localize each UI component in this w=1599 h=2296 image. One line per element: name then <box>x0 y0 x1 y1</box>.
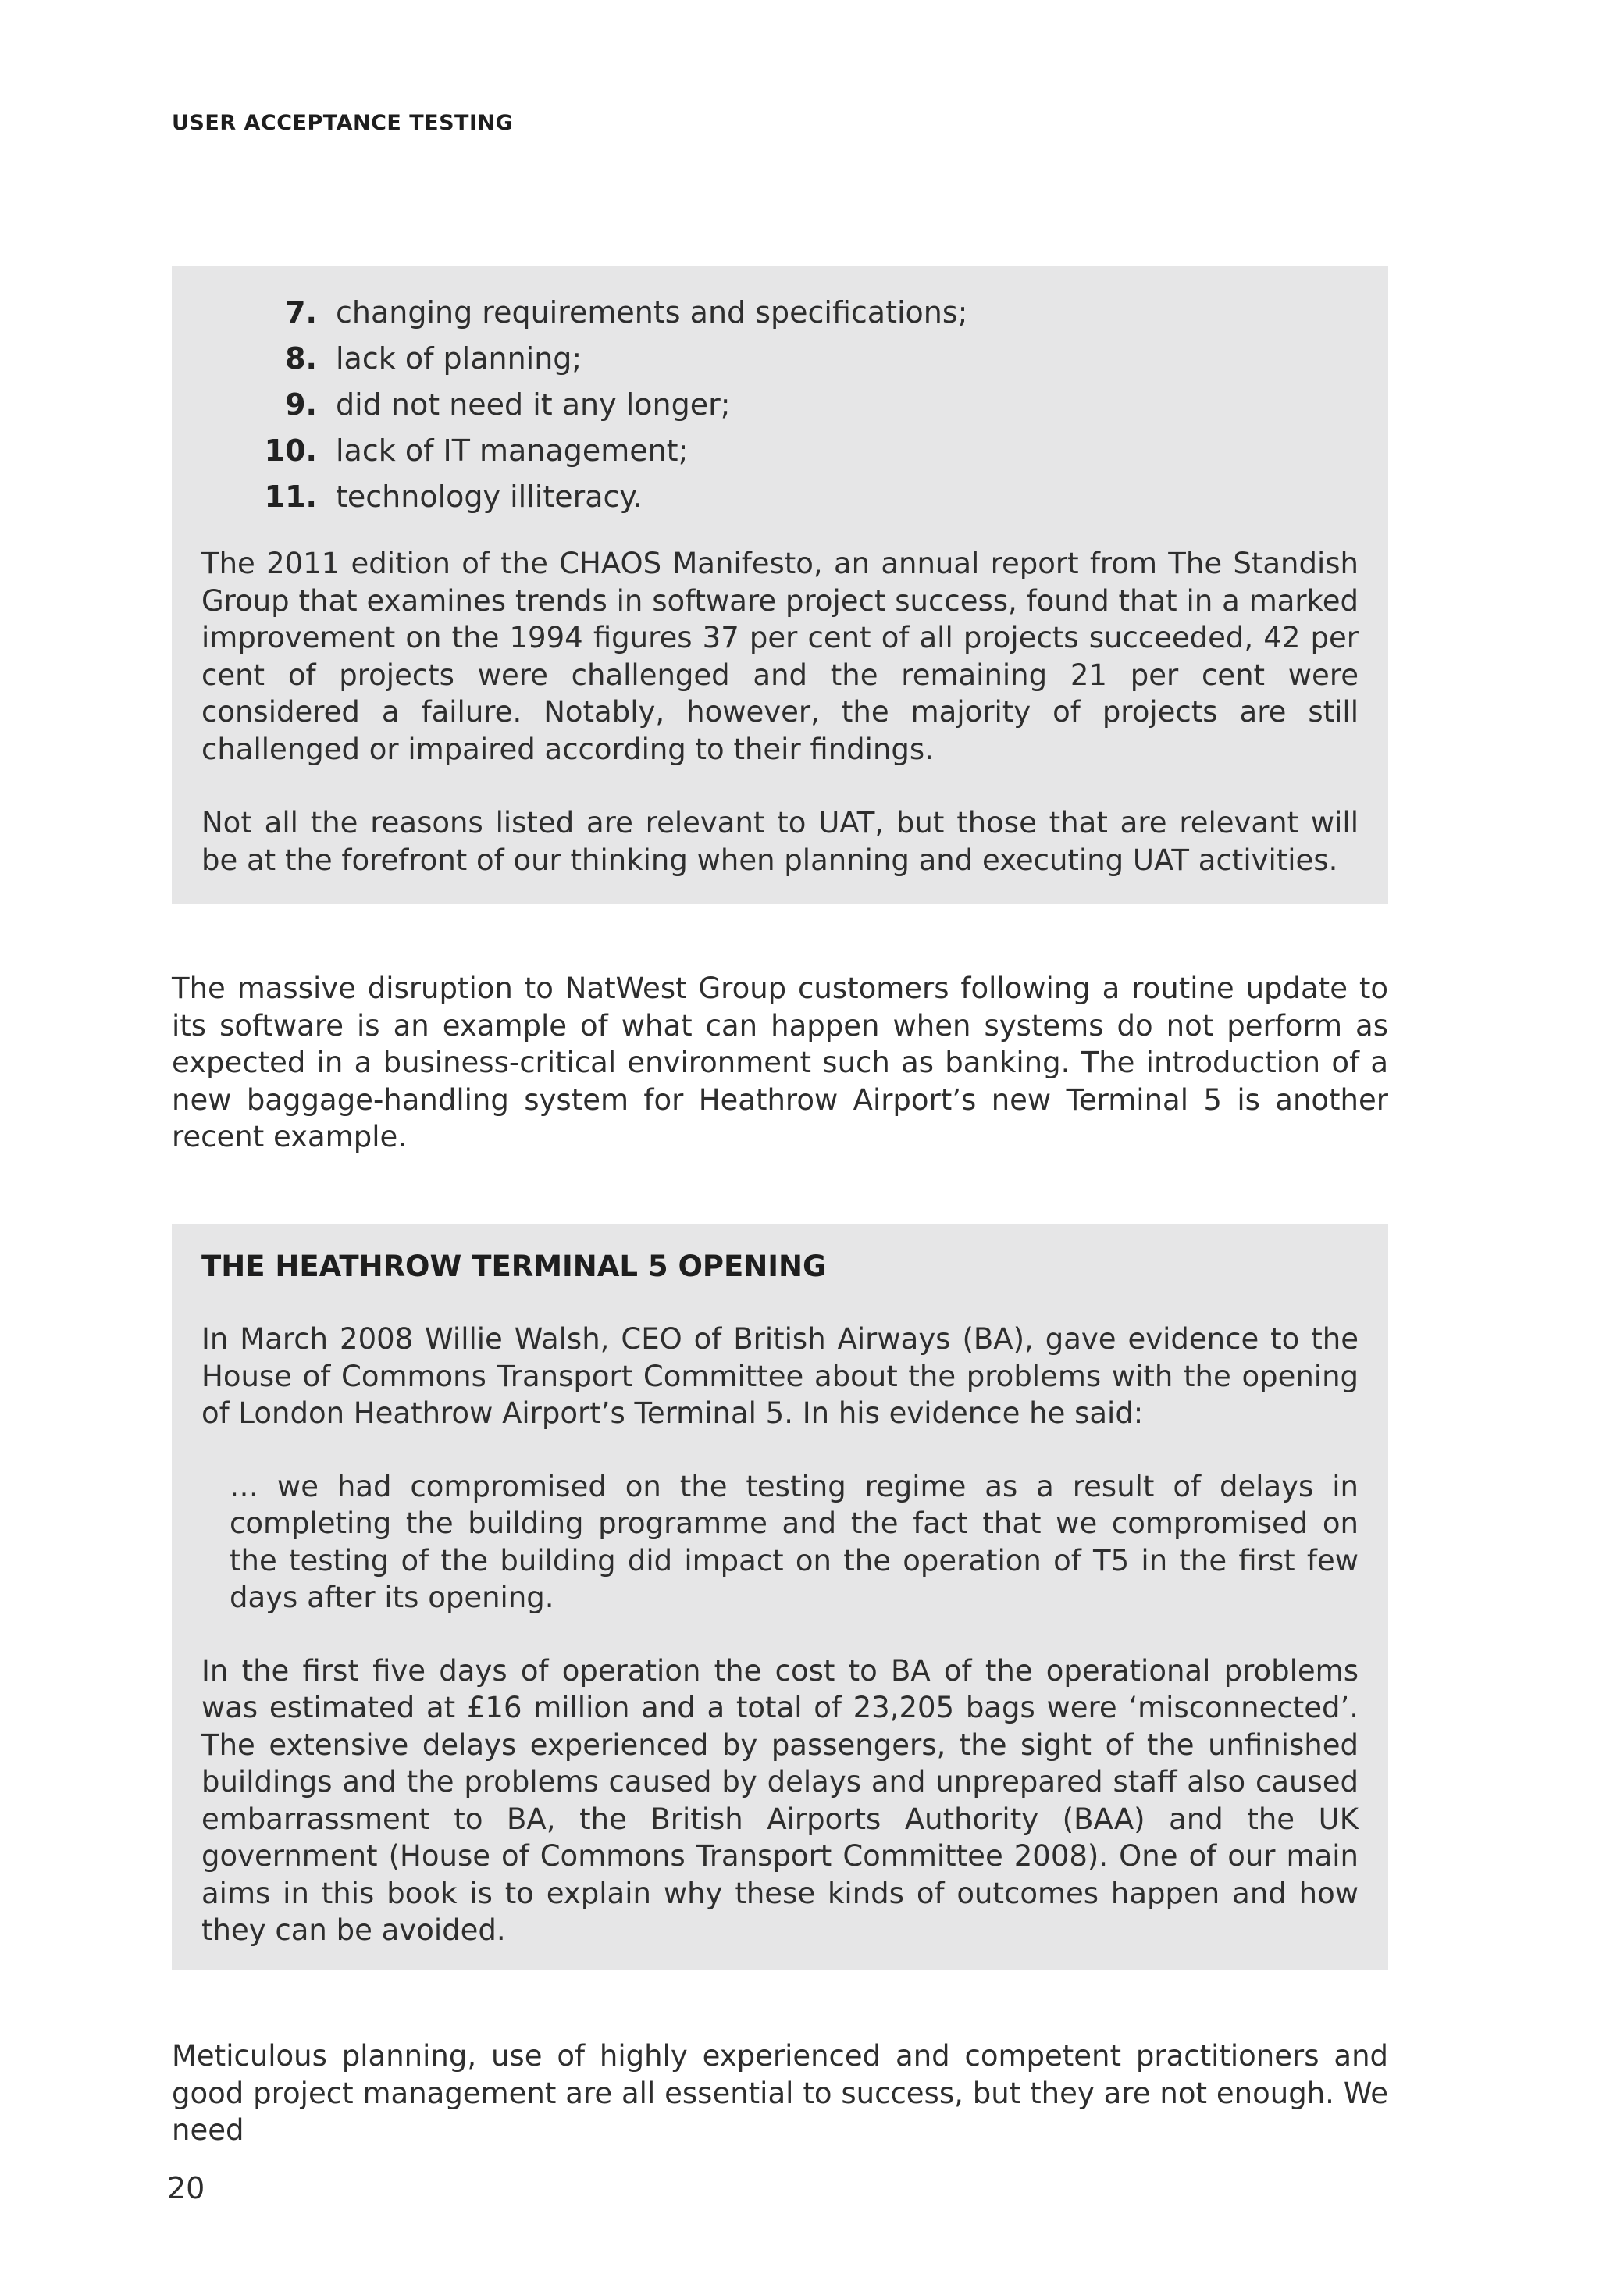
list-item-text: lack of IT management; <box>336 433 689 468</box>
list-item <box>201 428 1359 474</box>
list-item <box>201 382 1359 428</box>
list-item-number: 11. <box>264 480 317 514</box>
natwest-paragraph: The massive disruption to NatWest Group customers following a routine update to its software is an example of what can happen when systems do not perform as expected in a business-critical environment such as banking. The introduction of a new baggage-handling system for Heathrow Airport’s new Terminal 5 is another recent example. <box>172 972 1388 1153</box>
list-item <box>201 290 1359 336</box>
page-number: 20 <box>167 2171 205 2205</box>
reasons-list <box>201 290 1359 520</box>
list-item-number: 9. <box>285 387 317 422</box>
list-item-text: changing requirements and specifications; <box>336 295 968 330</box>
planning-paragraph: Meticulous planning, use of highly experienced and competent practitioners and good project management are all essential to success, but they are not enough. We need <box>172 2039 1388 2147</box>
list-item-text: did not need it any longer; <box>336 387 731 422</box>
running-head: USER ACCEPTANCE TESTING <box>172 111 514 135</box>
list-item-number: 8. <box>285 341 317 376</box>
uat-relevance-paragraph: Not all the reasons listed are relevant to UAT, but those that are relevant will be at the forefront of our thinking when planning and executing UAT activities. <box>201 806 1359 877</box>
list-item-number: 10. <box>264 433 317 468</box>
walsh-quote: … we had compromised on the testing regime as a result of delays in completing the building programme and the fact that we compromised on the testing of the building did impact on the operation of T5 in the first few days after its opening. <box>230 1469 1359 1614</box>
chaos-manifesto-paragraph: The 2011 edition of the CHAOS Manifesto, an annual report from The Standish Group that examines trends in software project success, found that in a marked improvement on the 1994 figures 37 per cent of all projects succeeded, 42 per cent of projects were challenged and the remaining 21 per cent were considered a failure. Notably, however, the majority of projects are still challenged or impaired according to their findings. <box>201 547 1359 766</box>
list-item-text: technology illiteracy. <box>336 480 643 514</box>
sidebar-box-heathrow <box>172 1224 1388 1970</box>
list-item <box>201 336 1359 382</box>
box-heading: THE HEATHROW TERMINAL 5 OPENING <box>201 1250 827 1283</box>
list-item <box>201 474 1359 520</box>
sidebar-box-reasons <box>172 266 1388 904</box>
list-item-text: lack of planning; <box>336 341 582 376</box>
heathrow-outcome-paragraph: In the first five days of operation the cost to BA of the operational problems was estimated at £16 million and a total of 23,205 bags were ‘misconnected’. The extensive delays experienced by passengers, the sight of the unfinished buildings and the problems caused by delays and unprepared staff also caused embarrassment to BA, the British Airports Authority (BAA) and the UK government (House of Commons Transport Committee 2008). One of our main aims in this book is to explain why these kinds of outcomes happen and how they can be avoided. <box>201 1653 1359 1947</box>
list-item-number: 7. <box>285 295 317 330</box>
heathrow-intro-paragraph: In March 2008 Willie Walsh, CEO of British Airways (BA), gave evidence to the House of Commons Transport Committee about the problems with the opening of London Heathrow Airport’s Terminal 5. In his evidence he said: <box>201 1322 1359 1430</box>
